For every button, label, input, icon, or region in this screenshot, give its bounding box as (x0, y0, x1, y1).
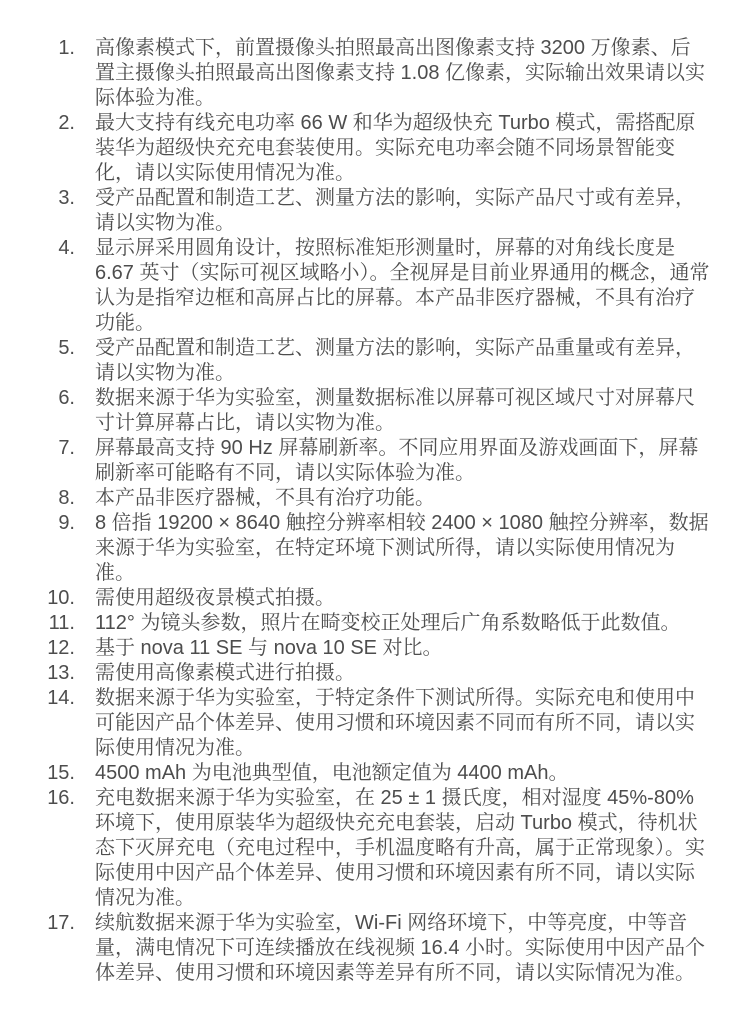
footnote-item-11 (0, 611, 710, 636)
footnote-number: 12. (47, 637, 75, 659)
footnote-item-2 (0, 111, 710, 186)
footnote-number: 15. (47, 762, 75, 784)
footnote-number: 11. (48, 612, 75, 634)
footnote-number: 3. (58, 187, 75, 209)
footnote-text: 数据来源于华为实验室，于特定条件下测试所得。实际充电和使用中可能因产品个体差异、使用习惯和环境因素不同而有所不同，请以实际使用情况为准。 (95, 687, 695, 759)
footnote-text: 基于 nova 11 SE 与 nova 10 SE 对比。 (95, 637, 443, 659)
footnote-text: 最大支持有线充电功率 66 W 和华为超级快充 Turbo 模式，需搭配原装华为超级快充充电套装使用。实际充电功率会随不同场景智能变化，请以实际使用情况为准。 (95, 112, 696, 184)
footnote-item-12 (0, 636, 710, 661)
footnote-item-9 (0, 511, 710, 586)
footnote-item-17 (0, 911, 710, 986)
footnote-item-8 (0, 486, 710, 511)
footnote-text: 4500 mAh 为电池典型值，电池额定值为 4400 mAh。 (95, 762, 569, 784)
footnote-number: 5. (58, 337, 75, 359)
footnote-number: 8. (58, 487, 75, 509)
footnote-text: 高像素模式下，前置摄像头拍照最高出图像素支持 3200 万像素、后置主摄像头拍照最高出图像素支持 1.08 亿像素，实际输出效果请以实际体验为准。 (95, 37, 706, 109)
footnote-number: 16. (47, 787, 75, 809)
footnote-text: 本产品非医疗器械，不具有治疗功能。 (95, 487, 435, 509)
footnote-item-5 (0, 336, 710, 386)
footnote-text: 需使用高像素模式进行拍摄。 (95, 662, 355, 684)
footnote-item-10 (0, 586, 710, 611)
footnote-item-16 (0, 786, 710, 911)
footnote-text: 屏幕最高支持 90 Hz 屏幕刷新率。不同应用界面及游戏画面下，屏幕刷新率可能略有不同，请以实际体验为准。 (95, 437, 699, 484)
footnote-item-15 (0, 761, 710, 786)
footnote-item-4 (0, 236, 710, 336)
footnote-number: 9. (58, 512, 75, 534)
footnote-number: 10. (47, 587, 75, 609)
footnote-text: 8 倍指 19200 × 8640 触控分辨率相较 2400 × 1080 触控分辨率，数据来源于华为实验室，在特定环境下测试所得，请以实际使用情况为准。 (95, 512, 709, 584)
footnote-number: 14. (47, 687, 75, 709)
footnote-text: 显示屏采用圆角设计，按照标准矩形测量时，屏幕的对角线长度是 6.67 英寸（实际可视区域略小）。全视屏是目前业界通用的概念，通常认为是指窄边框和高屏占比的屏幕。本产品非医疗器械，不具有治疗功能。 (95, 237, 710, 334)
footnote-number: 1. (58, 37, 75, 59)
footnote-number: 2. (58, 112, 75, 134)
footnote-number: 6. (58, 387, 75, 409)
footnote-text: 数据来源于华为实验室，测量数据标准以屏幕可视区域尺寸对屏幕尺寸计算屏幕占比，请以实物为准。 (95, 387, 695, 434)
footnote-text: 受产品配置和制造工艺、测量方法的影响，实际产品尺寸或有差异，请以实物为准。 (95, 187, 695, 234)
footnote-number: 4. (58, 237, 75, 259)
footnote-number: 13. (47, 662, 75, 684)
footnotes-list (0, 36, 710, 986)
footnote-text: 受产品配置和制造工艺、测量方法的影响，实际产品重量或有差异，请以实物为准。 (95, 337, 695, 384)
footnote-item-13 (0, 661, 710, 686)
footnote-text: 续航数据来源于华为实验室，Wi-Fi 网络环境下，中等亮度，中等音量，满电情况下可连续播放在线视频 16.4 小时。实际使用中因产品个体差异、使用习惯和环境因素等差异有所不同，请以实际情况为准。 (95, 912, 706, 984)
footnote-text: 需使用超级夜景模式拍摄。 (95, 587, 335, 609)
footnote-text: 112° 为镜头参数，照片在畸变校正处理后广角系数略低于此数值。 (95, 612, 681, 634)
footnote-item-14 (0, 686, 710, 761)
footnote-item-3 (0, 186, 710, 236)
footnote-item-6 (0, 386, 710, 436)
footnote-item-1 (0, 36, 710, 111)
footnote-text: 充电数据来源于华为实验室，在 25 ± 1 摄氏度，相对湿度 45%-80% 环境下，使用原装华为超级快充充电套装，启动 Turbo 模式，待机状态下灭屏充电（充电过程中，手机温度略有升高，属于正常现象）。实际使用中因产品个体差异、使用习惯和环境因素有所不同，请以实际情况为准。 (95, 787, 705, 909)
footnote-item-7 (0, 436, 710, 486)
footnote-number: 17. (47, 912, 75, 934)
footnote-number: 7. (58, 437, 75, 459)
